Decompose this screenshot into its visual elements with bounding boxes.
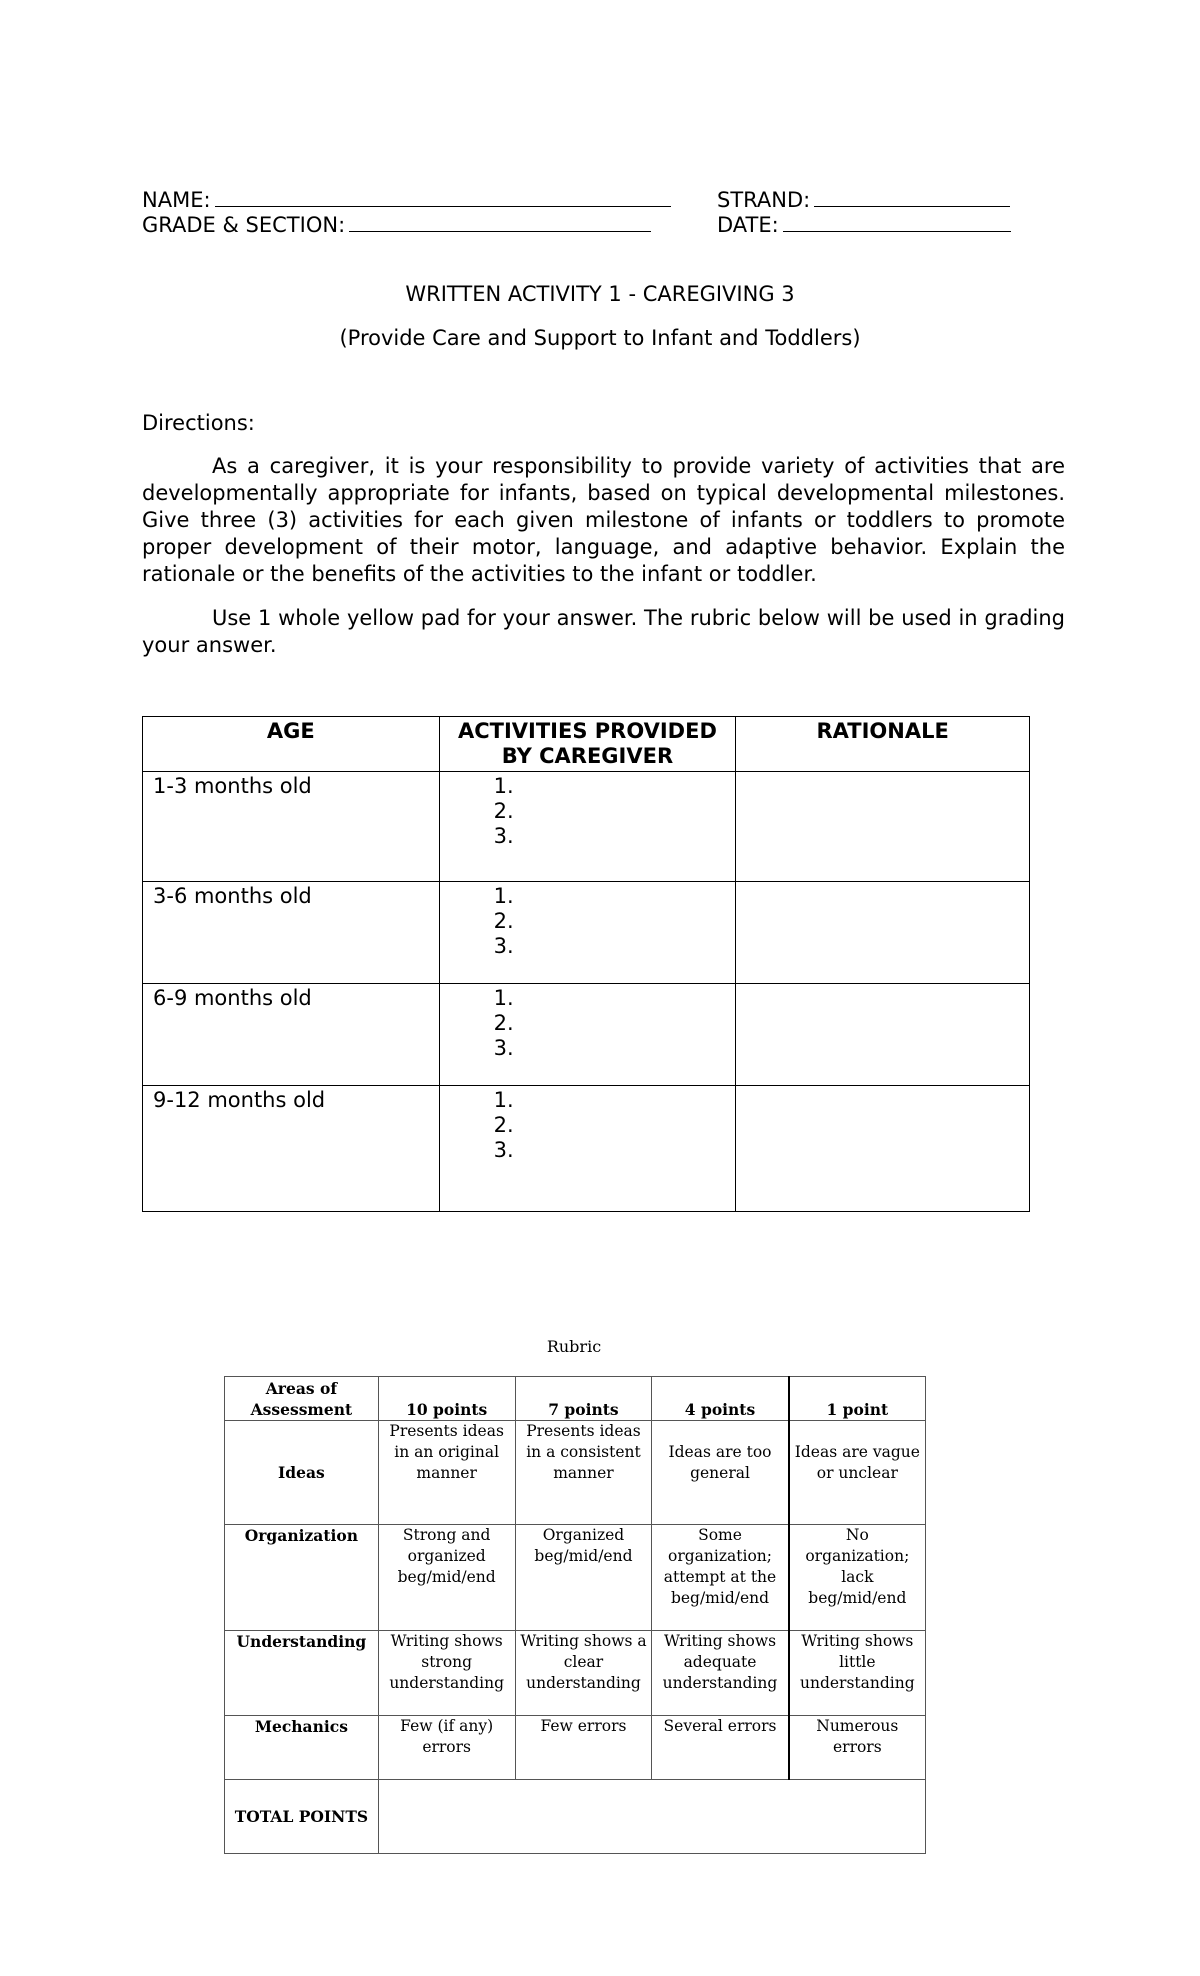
age-cell: 6-9 months old: [143, 984, 440, 1086]
date-field: [717, 213, 1011, 238]
list-item: 2.: [493, 799, 514, 823]
rubric-header-row: [225, 1377, 926, 1421]
table-row: [143, 984, 1030, 1086]
rubric-cell: Ideas are too general: [652, 1421, 789, 1525]
activities-cell[interactable]: [439, 882, 736, 984]
name-blank[interactable]: [215, 188, 671, 207]
rubric-cell: Presents ideas in an original manner: [378, 1421, 515, 1525]
list-item: 2.: [493, 1113, 514, 1137]
rubric-area: Organization: [225, 1525, 379, 1631]
rationale-cell[interactable]: [736, 984, 1030, 1086]
list-item: 2.: [493, 909, 514, 933]
grade-section-blank[interactable]: [349, 213, 651, 232]
list-item: 3.: [493, 1138, 514, 1162]
rubric-cell: Numerous errors: [789, 1716, 926, 1780]
rubric-table: [224, 1376, 926, 1854]
rubric-header-4: 4 points: [652, 1377, 789, 1421]
list-item: 3.: [493, 824, 514, 848]
rubric-cell: Writing shows adequate understanding: [652, 1631, 789, 1716]
strand-label: STRAND:: [717, 188, 811, 212]
rubric-area: Ideas: [225, 1421, 379, 1525]
rubric-area: Mechanics: [225, 1716, 379, 1780]
rubric-cell: Several errors: [652, 1716, 789, 1780]
rubric-cell: Some organization; attempt at the beg/mid/end: [652, 1525, 789, 1631]
name-label: NAME:: [142, 188, 211, 212]
rubric-cell: Few (if any) errors: [378, 1716, 515, 1780]
rubric-cell: Ideas are vague or unclear: [789, 1421, 926, 1525]
activities-cell[interactable]: [439, 1086, 736, 1212]
list-item: 2.: [493, 1011, 514, 1035]
rubric-cell: Writing shows strong understanding: [378, 1631, 515, 1716]
age-cell: 9-12 months old: [143, 1086, 440, 1212]
rubric-cell: No organization; lack beg/mid/end: [789, 1525, 926, 1631]
rationale-cell[interactable]: [736, 882, 1030, 984]
directions-paragraph-2: Use 1 whole yellow pad for your answer. The rubric below will be used in grading your answer.: [142, 606, 1065, 657]
table-row: [225, 1631, 926, 1716]
rubric-cell: Presents ideas in a consistent manner: [515, 1421, 652, 1525]
rubric-cell: Writing shows a clear understanding: [515, 1631, 652, 1716]
rubric-header-10: 10 points: [378, 1377, 515, 1421]
table-row: [143, 772, 1030, 882]
rubric-area: Understanding: [225, 1631, 379, 1716]
list-item: 1.: [493, 986, 514, 1010]
name-field: [142, 188, 671, 213]
rubric-cell: Strong and organized beg/mid/end: [378, 1525, 515, 1631]
page-subtitle: (Provide Care and Support to Infant and Toddlers): [339, 326, 861, 350]
activities-cell[interactable]: [439, 984, 736, 1086]
table-row: [143, 882, 1030, 984]
table-row: [143, 1086, 1030, 1212]
date-blank[interactable]: [783, 213, 1011, 232]
date-label: DATE:: [717, 213, 779, 237]
age-cell: 3-6 months old: [143, 882, 440, 984]
rubric-total-cell[interactable]: [378, 1780, 925, 1854]
table-row: [225, 1716, 926, 1780]
rubric-header-areas: Areas of Assessment: [225, 1377, 379, 1421]
directions-paragraph-1: As a caregiver, it is your responsibility to provide variety of activities that are developmentally appropriate for infants, based on typical developmental milestones. Give three (3) activities for each given milestone of infants or toddlers to promote proper development of their motor, language, and adaptive behavior. Explain the rationale or the benefits of the activities to the infant or toddler.: [142, 454, 1065, 586]
rubric-cell: Few errors: [515, 1716, 652, 1780]
activities-cell[interactable]: [439, 772, 736, 882]
activities-header: ACTIVITIES PROVIDED BY CAREGIVER: [439, 717, 736, 772]
table-row: [225, 1525, 926, 1631]
rubric-header-7: 7 points: [515, 1377, 652, 1421]
strand-blank[interactable]: [814, 188, 1010, 207]
rubric-title: Rubric: [546, 1337, 602, 1356]
rubric-cell: Writing shows little understanding: [789, 1631, 926, 1716]
strand-field: [717, 188, 1010, 213]
rubric-cell: Organized beg/mid/end: [515, 1525, 652, 1631]
rationale-cell[interactable]: [736, 772, 1030, 882]
age-header: AGE: [143, 717, 440, 772]
rubric-total-label: TOTAL POINTS: [225, 1780, 379, 1854]
rationale-header: RATIONALE: [736, 717, 1030, 772]
list-item: 1.: [493, 774, 514, 798]
rationale-cell[interactable]: [736, 1086, 1030, 1212]
grade-section-label: GRADE & SECTION:: [142, 213, 346, 237]
age-cell: 1-3 months old: [143, 772, 440, 882]
table-row: [225, 1780, 926, 1854]
activity-table: [142, 716, 1030, 1212]
page-title: WRITTEN ACTIVITY 1 - CAREGIVING 3: [405, 282, 795, 306]
list-item: 1.: [493, 884, 514, 908]
list-item: 1.: [493, 1088, 514, 1112]
list-item: 3.: [493, 934, 514, 958]
activity-table-header-row: [143, 717, 1030, 772]
list-item: 3.: [493, 1036, 514, 1060]
grade-section-field: [142, 213, 651, 238]
table-row: [225, 1421, 926, 1525]
rubric-header-1: 1 point: [789, 1377, 926, 1421]
directions-heading: Directions:: [142, 411, 255, 435]
